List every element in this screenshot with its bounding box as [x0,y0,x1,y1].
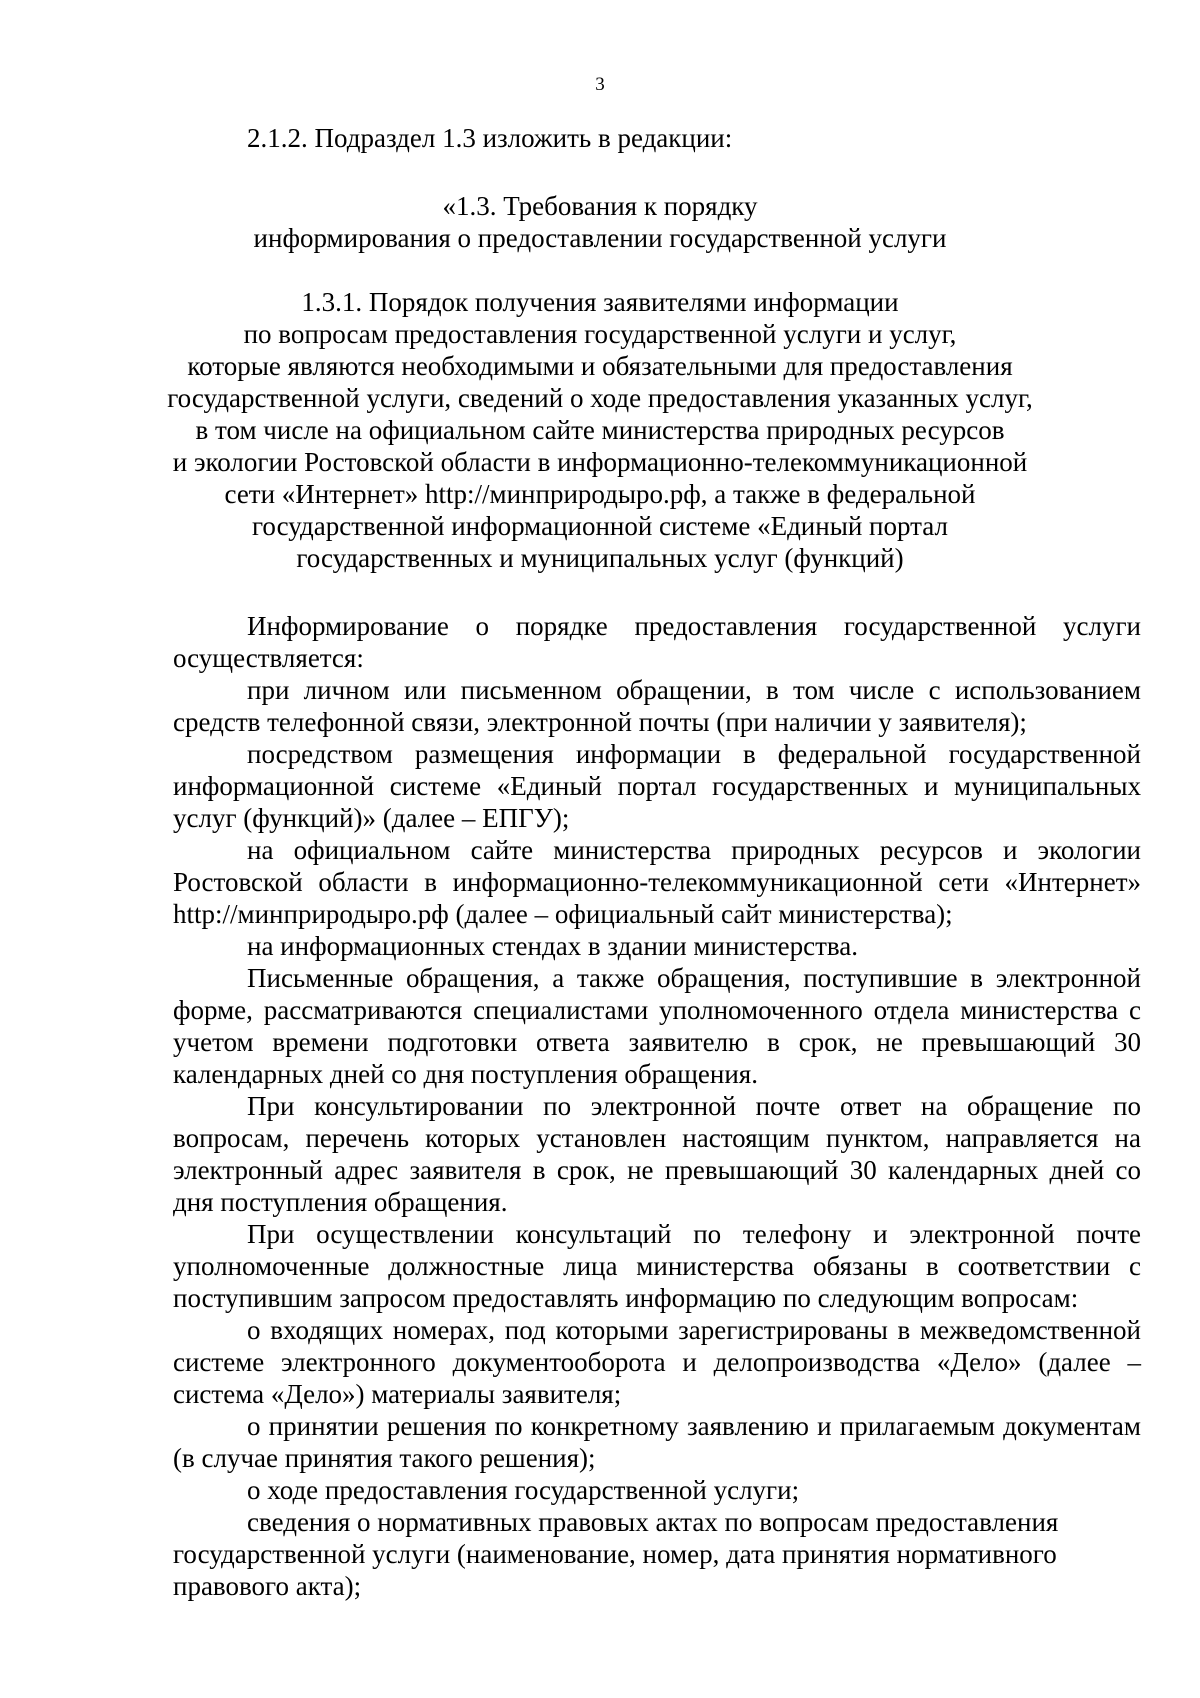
paragraph: Письменные обращения, а также обращения, поступившие в электронной форме, рассматриваются специалистами уполномоченного отдела министерства с учетом времени подготовки ответа заявителю в срок, не превышающий 30 календарных дней со дня поступления обращения. [173,963,1141,1089]
section-heading [140,190,1060,254]
subsection-heading-line: сети «Интернет» http://минприродыро.рф, а также в федеральной [224,479,976,509]
paragraph: при личном или письменном обращении, в том числе с использованием средств телефонной связи, электронной почты (при наличии у заявителя); [173,675,1141,737]
paragraph: Информирование о порядке предоставления государственной услуги осуществляется: [173,611,1141,673]
subsection-heading-line: государственной услуги, сведений о ходе предоставления указанных услуг, [167,383,1033,413]
subsection-heading-line: государственной информационной системе «Единый портал [252,511,948,541]
subsection-intro: 2.1.2. Подраздел 1.3 изложить в редакции: [247,123,733,153]
subsection-heading-line: государственных и муниципальных услуг (функций) [296,543,904,573]
paragraph: о принятии решения по конкретному заявлению и прилагаемым документам (в случае принятия такого решения); [173,1411,1141,1473]
paragraph: на информационных стендах в здании министерства. [247,931,859,961]
subsection-heading [140,286,1060,574]
paragraph: При консультировании по электронной почте ответ на обращение по вопросам, перечень которых установлен настоящим пунктом, направляется на электронный адрес заявителя в срок, не превышающий 30 календарных дней со дня поступления обращения. [173,1091,1141,1217]
paragraph: на официальном сайте министерства природных ресурсов и экологии Ростовской области в информационно-телекоммуникационной сети «Интернет» http://минприродыро.рф (далее – официальный сайт министерства); [173,835,1141,929]
page-number: 3 [595,74,605,95]
subsection-heading-line: которые являются необходимыми и обязательными для предоставления [187,351,1013,381]
section-heading-line: информирования о предоставлении государственной услуги [253,223,947,253]
paragraph: о входящих номерах, под которыми зарегистрированы в межведомственной системе электронного документооборота и делопроизводства «Дело» (далее – система «Дело») материалы заявителя; [173,1315,1141,1409]
body-text [173,610,1141,1602]
subsection-heading-line: в том числе на официальном сайте министерства природных ресурсов [195,415,1005,445]
paragraph: При осуществлении консультаций по телефону и электронной почте уполномоченные должностные лица министерства обязаны в соответствии с поступившим запросом предоставлять информацию по следующим вопросам: [173,1219,1141,1313]
paragraph: посредством размещения информации в федеральной государственной информационной системе «Единый портал государственных и муниципальных услуг (функций)» (далее – ЕПГУ); [173,739,1141,833]
paragraph: сведения о нормативных правовых актах по вопросам предоставления государственной услуги (наименование, номер, дата принятия нормативного правового акта); [173,1507,1059,1601]
section-heading-line: «1.3. Требования к порядку [442,191,758,221]
subsection-heading-line: по вопросам предоставления государственной услуги и услуг, [243,319,957,349]
paragraph: о ходе предоставления государственной услуги; [247,1475,800,1505]
subsection-heading-line: и экологии Ростовской области в информационно-телекоммуникационной [172,447,1028,477]
subsection-heading-line: 1.3.1. Порядок получения заявителями информации [301,287,899,317]
